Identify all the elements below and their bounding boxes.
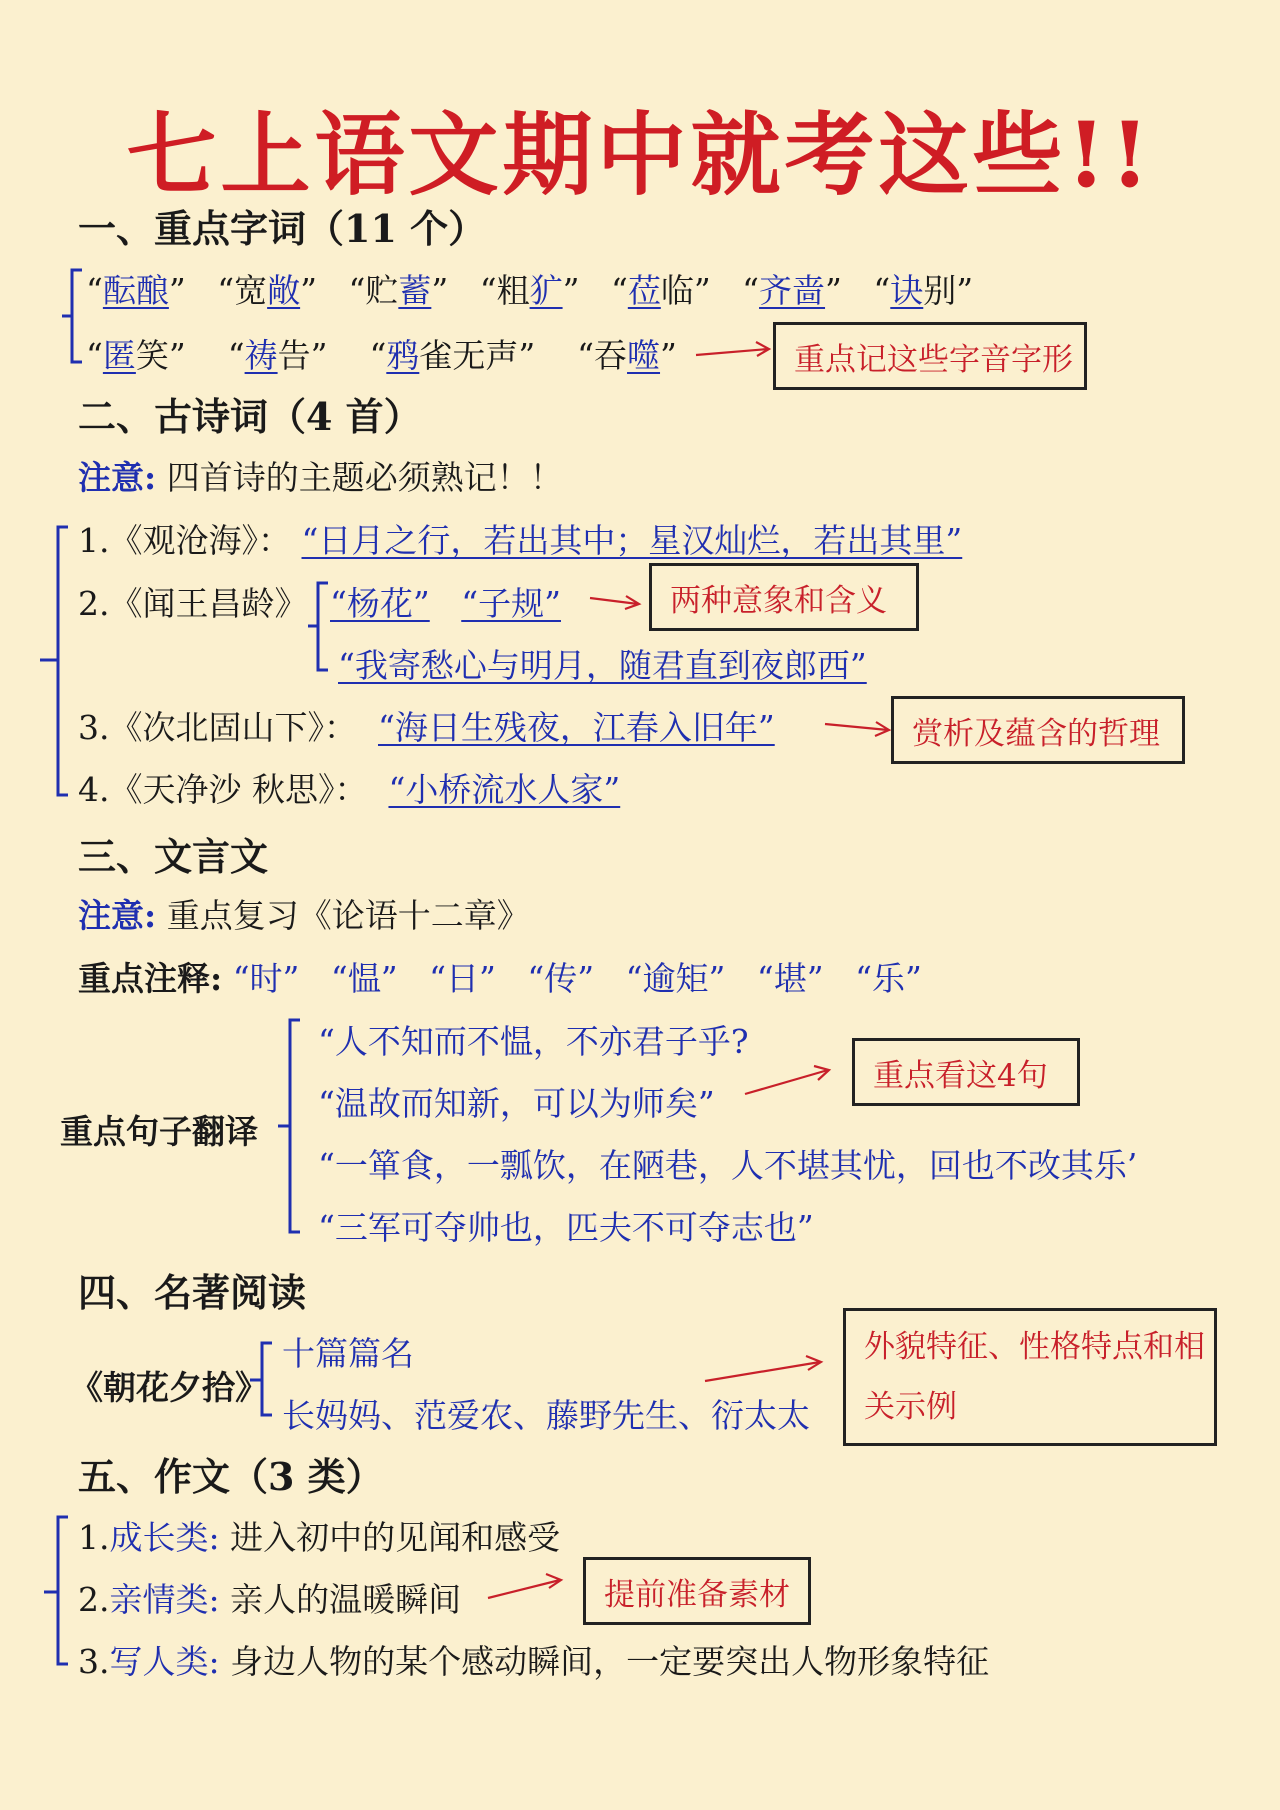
poem-2-images: [330, 578, 561, 625]
poem-4-title: 4.《天净沙 秋思》：: [78, 770, 368, 809]
note-box-appreciation: 赏析及蕴含的哲理: [891, 696, 1185, 764]
book-title: 《朝花夕拾》: [70, 1368, 268, 1407]
poem-4-quote: “小桥流水人家”: [388, 770, 621, 809]
section-3-attention: 注意: 重点复习《论语十二章》: [78, 896, 530, 935]
essay-item-2: 2.亲情类: 亲人的温暖瞬间: [78, 1580, 462, 1619]
section-3-heading: 三、文言文: [78, 834, 269, 879]
attention-label: 注意:: [78, 896, 157, 935]
key-note-item: “乐”: [855, 959, 922, 998]
translation-label: 重点句子翻译: [60, 1112, 258, 1151]
word-item: “匿笑”: [86, 336, 186, 375]
poem-2-image-a: “杨花”: [330, 584, 430, 623]
word-item: “吞噬”: [577, 336, 677, 375]
book-item-1: 十篇篇名: [282, 1334, 414, 1373]
key-sentence: “人不知而不愠，不亦君子乎?: [318, 1022, 749, 1061]
poem-1: [78, 515, 962, 562]
word-item: “酝酿”: [86, 271, 186, 310]
poem-3-quote: “海日生残夜，江春入旧年”: [377, 708, 775, 747]
key-sentence: “一箪食，一瓢饮，在陋巷，人不堪其忧，回也不改其乐’: [318, 1146, 1138, 1185]
essay-item-1: 1.成长类: 进入初中的见闻和感受: [78, 1518, 561, 1557]
word-list-row-1: [86, 265, 973, 312]
key-note-item: “堪”: [756, 959, 824, 998]
word-item: “鸦雀无声”: [369, 336, 536, 375]
word-item: “祷告”: [227, 336, 328, 375]
key-note-item: “传”: [527, 959, 595, 998]
poem-2-image-b: “子规”: [461, 584, 561, 623]
section-1-heading: 一、重点字词（11 个）: [78, 206, 487, 251]
poem-3: [78, 702, 775, 749]
key-note-item: “逾矩”: [625, 959, 726, 998]
poem-2-quote: “我寄愁心与明月，随君直到夜郎西”: [338, 646, 867, 685]
word-list-row-2: [86, 330, 677, 377]
key-notes-row: [78, 953, 922, 1000]
page-title: 七上语文期中就考这些!!: [126, 102, 1154, 208]
key-note-item: “时”: [232, 959, 300, 998]
section-2-heading: 二、古诗词（4 首）: [78, 394, 422, 439]
word-item: “粗犷”: [479, 271, 580, 310]
note-box-word-forms: 重点记这些字音字形: [773, 322, 1087, 390]
word-item: “齐啬”: [742, 271, 842, 310]
key-sentence: “三军可夺帅也，匹夫不可夺志也”: [318, 1208, 814, 1247]
key-notes-label: 重点注释:: [78, 959, 223, 998]
essay-item-3: 3.写人类: 身边人物的某个感动瞬间，一定要突出人物形象特征: [78, 1642, 990, 1681]
note-box-key-sentences: 重点看这4句: [852, 1038, 1080, 1106]
attention-label: 注意:: [78, 458, 157, 497]
word-item: “宽敞”: [217, 271, 317, 310]
poem-3-title: 3.《次北固山下》：: [78, 708, 357, 747]
key-sentence: “温故而知新，可以为师矣”: [318, 1084, 715, 1123]
poem-1-title: 1.《观沧海》：: [78, 521, 291, 560]
note-box-materials: 提前准备素材: [583, 1557, 811, 1625]
word-item: “诀别”: [873, 271, 974, 310]
section-2-attention: 注意: 四首诗的主题必须熟记！！: [78, 458, 563, 497]
key-note-item: “愠”: [330, 959, 398, 998]
word-item: “贮蓄”: [348, 271, 449, 310]
section-4-heading: 四、名著阅读: [78, 1270, 307, 1315]
poem-4: [78, 764, 620, 811]
note-box-characters: 外貌特征、性格特点和相 关示例: [843, 1308, 1217, 1446]
section-5-heading: 五、作文（3 类）: [78, 1454, 384, 1499]
poem-1-quote: “日月之行，若出其中；星汉灿烂，若出其里”: [301, 521, 963, 560]
word-item: “莅临”: [610, 271, 711, 310]
book-item-2: 长妈妈、范爱农、藤野先生、衍太太: [282, 1396, 810, 1435]
note-box-imagery: 两种意象和含义: [649, 563, 919, 631]
key-note-item: “日”: [429, 959, 496, 998]
poem-2-title: 2.《闻王昌龄》: [78, 584, 308, 623]
